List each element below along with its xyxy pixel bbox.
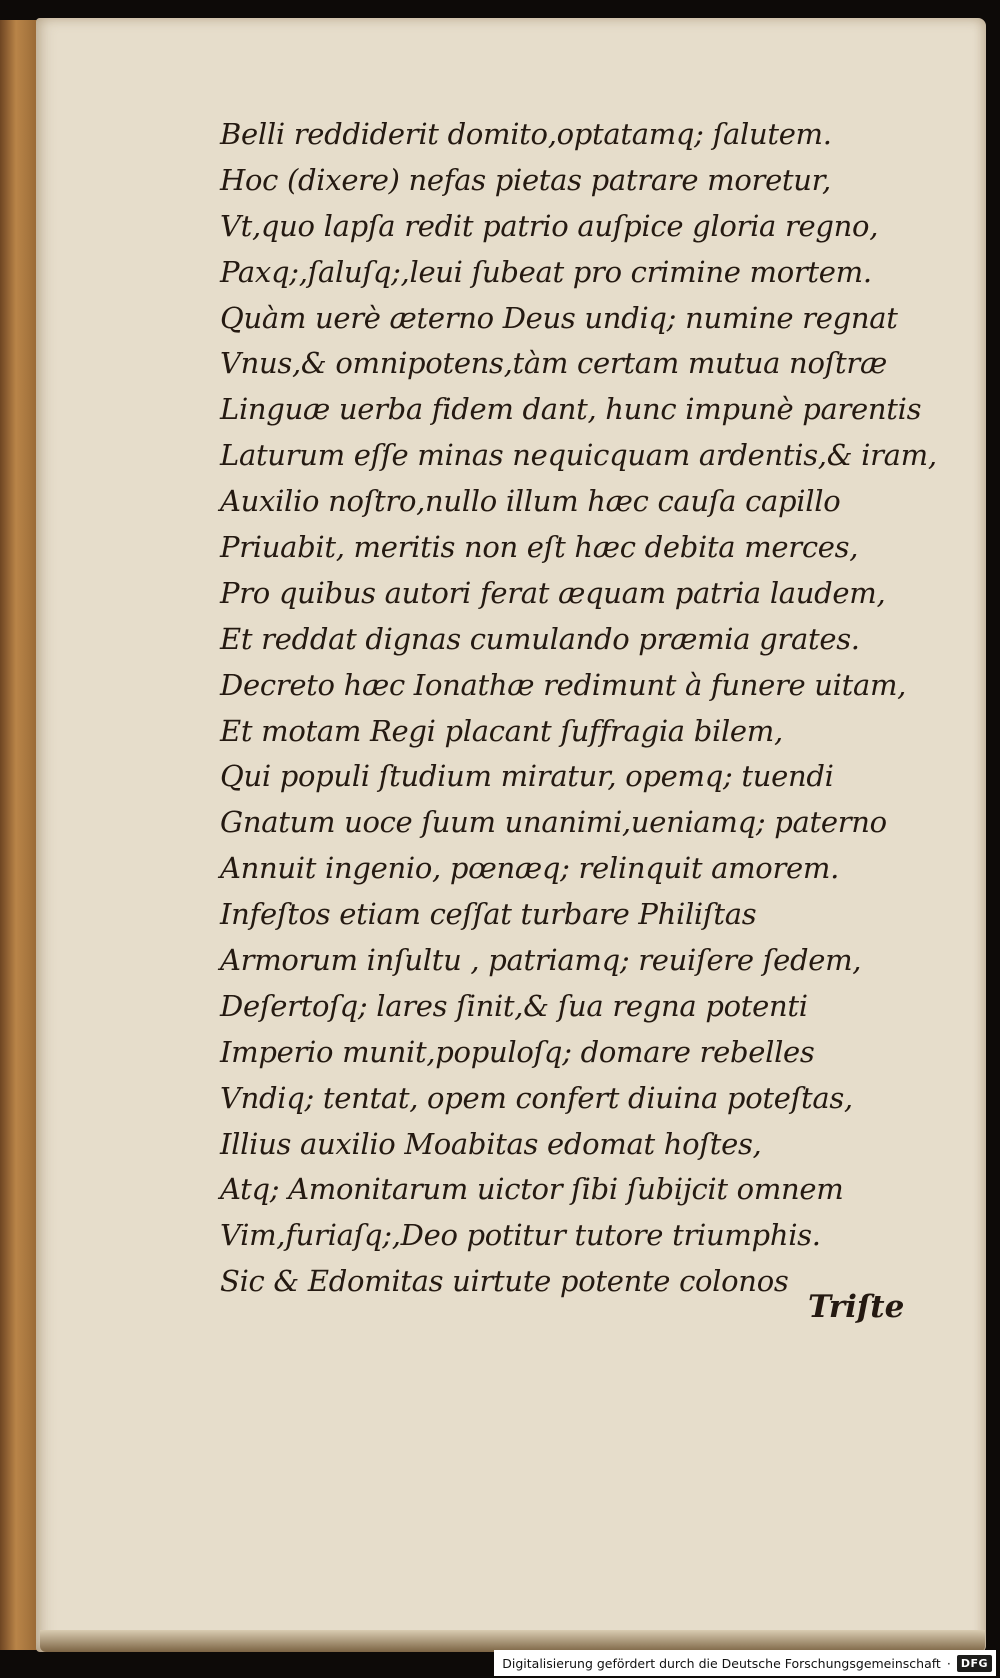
verse-line: Illius auxilio Moabitas edomat hoſtes, <box>220 1126 762 1161</box>
verse-line: Qui populi ſtudium miratur, opemq; tuendi <box>220 759 834 794</box>
verse-line: Quàm uerè æterno Deus undiq; numine regnat <box>220 300 898 335</box>
verse-line: Hoc (dixere) nefas pietas patrare moretur, <box>220 162 831 197</box>
verse-line: Vnus,& omnipotens,tàm certam mutua noſtræ <box>220 346 887 381</box>
verse-line: Sic & Edomitas uirtute potente colonos <box>220 1264 789 1299</box>
verse-line: Infeſtos etiam ceſſat turbare Philiſtas <box>220 897 757 932</box>
verse-line: Auxilio noſtro,nullo illum hæc cauſa capillo <box>220 484 841 519</box>
verse-line: Atq; Amonitarum uictor ſibi ſubijcit omnem <box>220 1172 844 1207</box>
verse-line: Vt,quo lapſa redit patrio auſpice gloria regno, <box>220 208 879 243</box>
verse-line: Et motam Regi placant ſuffragia bilem, <box>220 713 783 748</box>
verse-line: Linguæ uerba fidem dant, hunc impunè parentis <box>220 392 922 427</box>
verse-line: Pro quibus autori ferat æquam patria laudem, <box>220 575 886 610</box>
verse-line: Priuabit, meritis non eſt hæc debita merces, <box>220 530 859 565</box>
digitization-credit: Digitalisierung gefördert durch die Deutsche Forschungsgemeinschaft · DFG <box>494 1650 996 1676</box>
verse-line: Annuit ingenio, pœnæq; relinquit amorem. <box>220 851 840 886</box>
page-bottom-edge <box>40 1630 985 1652</box>
verse-line: Belli reddiderit domito,optatamq; ſalutem. <box>220 117 832 151</box>
verse-line: Armorum inſultu , patriamq; reuiſere ſedem, <box>220 943 862 978</box>
verse-line: Vim,furiaſq;,Deo potitur tutore triumphis. <box>220 1218 821 1253</box>
verse-line: Paxq;,ſaluſq;,leui ſubeat pro crimine mortem. <box>220 254 872 289</box>
verse-text <box>220 112 940 1305</box>
credit-text: Digitalisierung gefördert durch die Deutsche Forschungsgemeinschaft <box>502 1655 941 1671</box>
dfg-logo: DFG <box>957 1655 992 1672</box>
verse-line: Laturum eſſe minas nequicquam ardentis,& iram, <box>220 438 937 473</box>
verse-line: Et reddat dignas cumulando præmia grates. <box>220 621 860 656</box>
verse-line: Gnatum uoce ſuum unanimi,ueniamq; paterno <box>220 805 887 840</box>
verse-line: Decreto hæc Ionathæ redimunt à funere uitam, <box>220 667 907 702</box>
verse-line: Imperio munit,populoſq; domare rebelles <box>220 1034 815 1069</box>
catchword: Triſte <box>808 1289 905 1325</box>
verse-line: Deſertoſq; lares ſinit,& ſua regna potenti <box>220 988 808 1023</box>
verse-line: Vndiq; tentat, opem confert diuina poteſtas, <box>220 1080 853 1115</box>
